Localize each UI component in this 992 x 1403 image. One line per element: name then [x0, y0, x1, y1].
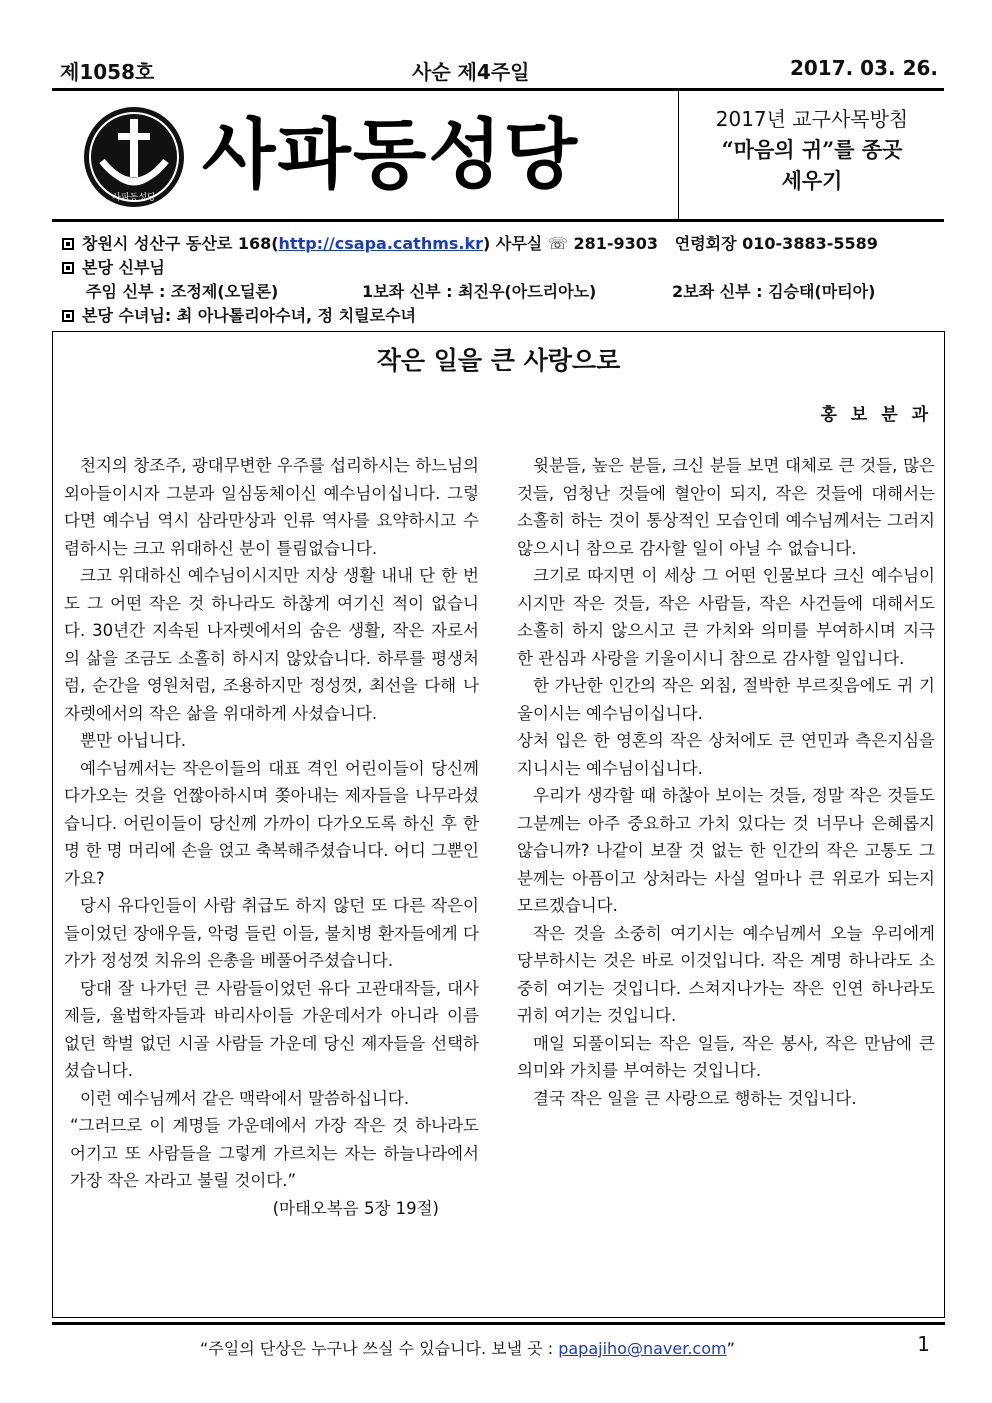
telephone-icon: ☏ — [547, 234, 568, 253]
address-suffix: ) 사무실 — [483, 234, 543, 253]
paragraph: 매일 되풀이되는 작은 일들, 작은 봉사, 작은 만남에 큰 의미와 가치를 부여하는 것입니다. — [517, 1033, 935, 1080]
submission-email-link[interactable]: papajiho@naver.com — [558, 1339, 727, 1358]
address-line — [62, 232, 942, 256]
paragraph: 당시 유다인들이 사람 취급도 하지 않던 또 다른 작은이들이었던 장애우들, 악령 들린 이들, 불치병 환자들에게 다가가 정성껏 치유의 은총을 베풀어주셨습니다. — [64, 896, 479, 970]
sisters: 본당 수녀님: 최 아나톨리아수녀, 정 치릴로수녀 — [82, 306, 416, 325]
parish-info — [62, 232, 942, 328]
paragraph: 상처 입은 한 영혼의 작은 상처에도 큰 연민과 측은지심을 지니시는 예수님이십니다. — [517, 731, 935, 778]
bullet-square-icon — [62, 310, 74, 322]
paragraph: 천지의 창조주, 광대무변한 우주를 섭리하시는 하느님의 외아들이시자 그분과 일심동체이신 예수님이십니다. 그렇다면 예수님 역시 삼라만상과 인류 역사를 요약하시고 수렴하시는 크고 위대하신 분이 틀림없습니다. — [64, 456, 479, 558]
masthead — [52, 88, 944, 222]
issue-header — [60, 52, 940, 84]
head-priest: 주임 신부 : 조정제(오딜론) — [86, 282, 279, 301]
pastoral-policy — [680, 101, 944, 195]
paragraph: 한 가난한 인간의 작은 외침, 절박한 부르짖음에도 귀 기울이시는 예수님이십니다. — [517, 676, 935, 723]
article-left-column — [64, 452, 479, 1222]
paragraph: 크고 위대하신 예수님이시지만 지상 생활 내내 단 한 번도 그 어떤 작은 것 하나라도 하찮게 여기신 적이 없습니다. 30년간 지속된 나자렛에서의 숨은 생활, 작은 자로서의 삶을 조금도 소홀히 하시지 않았습니다. 하루를 평생처럼, 순간을 영원처럼, 조용하지만 정성껏, 최선을 다해 나자렛에서의 작은 삶을 위대하게 사셨습니다. — [64, 566, 479, 723]
paragraph: 뿐만 아닙니다. — [80, 731, 187, 750]
priests-heading-line — [62, 256, 942, 280]
paragraph: 이런 예수님께서 같은 맥락에서 말씀하십니다. — [80, 1088, 410, 1108]
page-number: 1 — [917, 1332, 930, 1356]
parish-website-link[interactable]: http://csapa.cathms.kr — [278, 234, 484, 253]
article-title: 작은 일을 큰 사랑으로 — [376, 346, 621, 375]
priests-line — [62, 280, 942, 304]
scripture-quote: “그러므로 이 계명들 가운데에서 가장 작은 것 하나라도 어기고 또 사람들을 그렇게 가르치는 자는 하늘나라에서 가장 작은 자라고 불릴 것이다.” — [70, 1116, 479, 1190]
paragraph: 윗분들, 높은 분들, 크신 분들 보면 대체로 큰 것들, 많은 것들, 엄청난 것들에 혈안이 되지, 작은 것들에 대해서는 소홀히 하는 것이 통상적인 모습인데 예수님께서는 그러지 않으시니 참으로 감사할 일이 아닐 수 없습니다. — [517, 456, 935, 558]
paragraph: 예수님께서는 작은이들의 대표 격인 어린이들이 당신께 다가오는 것을 언짢아하시며 쫒아내는 제자들을 나무라셨습니다. 어린이들이 당신께 가까이 다가오도록 하신 후 한 명 한 명 머리에 손을 얹고 축복해주셨습니다. 어디 그뿐인가요? — [64, 758, 479, 888]
policy-line-3: 세우기 — [781, 168, 843, 193]
church-name: 사파동성당 — [202, 110, 580, 199]
issue-date: 2017. 03. 26. — [789, 56, 938, 80]
chair-phone: 연령회장 010-3883-5589 — [674, 234, 878, 253]
scripture-reference: (마태오복음 5장 19절) — [272, 1198, 439, 1218]
paragraph: 우리가 생각할 때 하찮아 보이는 것들, 정말 작은 것들도 그분께는 아주 중요하고 가치 있다는 것 너무나 은혜롭지 않습니까? 나같이 보잘 것 없는 한 인간의 작은 고통도 그분께는 아픔이고 상처라는 사실 얼마나 큰 위로가 되는지 모르겠습니다. — [517, 786, 935, 915]
issue-number: 제1058호 — [60, 60, 155, 84]
church-logo-icon — [82, 105, 186, 209]
bullet-square-icon — [62, 262, 74, 274]
assistant-priest-2: 2보좌 신부 : 김승태(마티아) — [672, 282, 876, 301]
article-right-column — [517, 452, 935, 1112]
sisters-line — [62, 304, 942, 328]
article-author: 홍 보 분 과 — [820, 405, 932, 425]
paragraph: 당대 잘 나가던 큰 사람들이었던 유다 고관대작들, 대사제들, 율법학자들과 바리사이들 가운데서가 아니라 이름 없던 학벌 없던 시골 사람들 가운데 당신 제자들을 선택하셨습니다. — [64, 978, 479, 1080]
paragraph: 크기로 따지면 이 세상 그 어떤 인물보다 크신 예수님이시지만 작은 것들, 작은 사람들, 작은 사건들에 대해서도 소홀히 하지 않으시고 큰 가치와 의미를 부여하시며 지극한 관심과 사랑을 기울이시니 참으로 감사할 일입니다. — [517, 566, 935, 668]
priests-heading: 본당 신부님 — [82, 258, 165, 277]
footer-text: “주일의 단상은 누구나 쓰실 수 있습니다. 보낼 곳 : — [200, 1339, 559, 1358]
paragraph: 결국 작은 일을 큰 사랑으로 행하는 것입니다. — [533, 1088, 857, 1108]
policy-line-2: “마음의 귀”를 종곳 — [721, 137, 903, 162]
policy-line-1: 2017년 교구사목방침 — [715, 107, 909, 131]
liturgical-season: 사순 제4주일 — [412, 60, 530, 84]
address-prefix: 창원시 성산구 동산로 168( — [82, 234, 279, 253]
bottom-rule — [52, 1322, 945, 1325]
footer-note — [200, 1336, 735, 1359]
assistant-priest-1: 1보좌 신부 : 최진우(아드리아노) — [362, 282, 597, 301]
paragraph: 작은 것을 소중히 여기시는 예수님께서 오늘 우리에게 당부하시는 것은 바로 이것입니다. 작은 계명 하나라도 소중히 여기는 것입니다. 스쳐지나가는 작은 인연 하나라도 귀히 여기는 것입니다. — [517, 923, 935, 1025]
banner-divider — [678, 91, 679, 219]
footer-text-end: ” — [726, 1339, 735, 1358]
bullet-square-icon — [62, 238, 74, 250]
logo-text: 사파동성당 — [112, 193, 156, 203]
office-phone: 281-9303 — [573, 234, 659, 253]
